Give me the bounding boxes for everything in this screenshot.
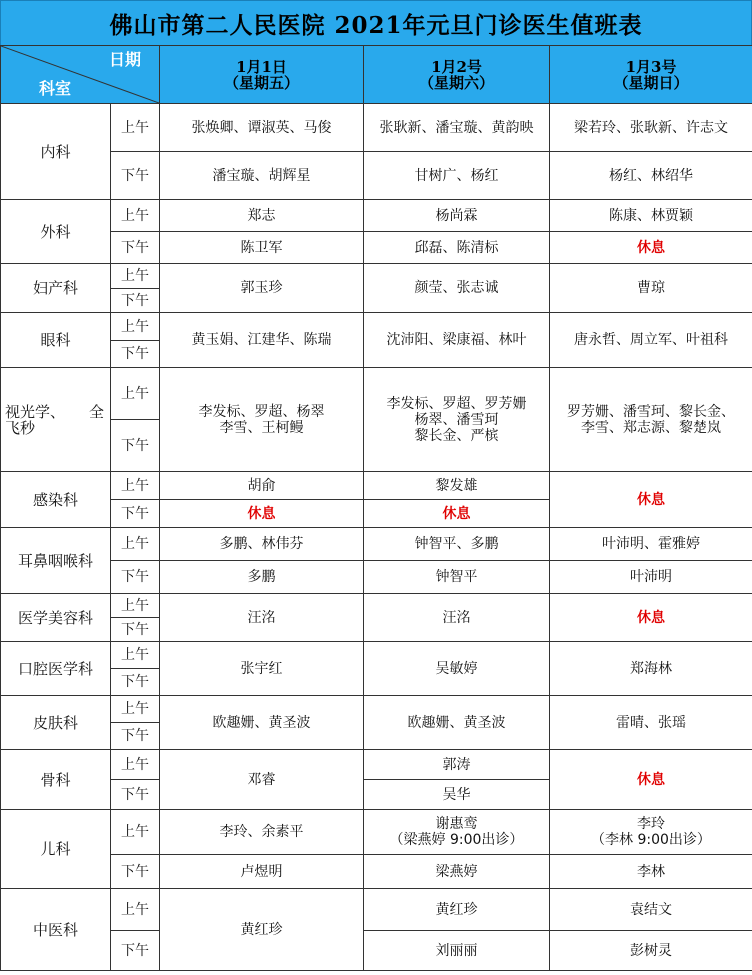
duty-cell: 叶沛明、霍雅婷 (550, 528, 752, 561)
duty-cell: 欧趣姗、黄圣波 (160, 696, 364, 750)
table-row (1, 561, 752, 594)
department-name: 医学美容科 (1, 594, 111, 642)
duty-cell: 唐永哲、周立军、叶祖科 (550, 313, 752, 368)
day-date: 1月2号 (431, 57, 482, 76)
slot-am: 上午 (111, 696, 160, 723)
header-row (1, 46, 752, 104)
slot-am: 上午 (111, 368, 160, 420)
slot-pm: 下午 (111, 931, 160, 971)
duty-cell: 胡俞 (160, 472, 364, 500)
duty-line: 杨翠、潘雪珂 (414, 411, 499, 428)
duty-line: 李雪、郑志源、黎楚岚 (581, 419, 721, 436)
duty-cell: 颜莹、张志诚 (364, 264, 550, 313)
rest-cell: 休息 (550, 232, 752, 264)
slot-am: 上午 (111, 264, 160, 289)
duty-cell: 曹琼 (550, 264, 752, 313)
duty-cell: 邓睿 (160, 750, 364, 810)
corner-header-cell (1, 46, 160, 104)
table-row (1, 264, 752, 289)
duty-cell: 袁结文 (550, 889, 752, 931)
table-row (1, 313, 752, 341)
duty-cell: 李玲、余素平 (160, 810, 364, 855)
table-row (1, 528, 752, 561)
department-name-line: 飞秒 (5, 418, 36, 437)
duty-cell (160, 368, 364, 472)
slot-am: 上午 (111, 642, 160, 669)
department-name: 中医科 (1, 889, 111, 971)
department-axis-label: 科室 (39, 79, 72, 98)
table-row (1, 368, 752, 420)
duty-cell: 黄红珍 (364, 889, 550, 931)
duty-line: 李玲 (637, 816, 665, 832)
table-row (1, 104, 752, 152)
table-row (1, 472, 752, 500)
slot-am: 上午 (111, 472, 160, 500)
table-row (1, 750, 752, 780)
duty-cell: 潘宝璇、胡辉星 (160, 152, 364, 200)
duty-line: 谢惠鸾 (435, 816, 478, 832)
department-name-line: 视光学、 (5, 402, 66, 421)
duty-cell: 梁燕婷 (364, 855, 550, 889)
duty-cell: 甘树广、杨红 (364, 152, 550, 200)
duty-cell: 李林 (550, 855, 752, 889)
department-name: 儿科 (1, 810, 111, 889)
rest-cell: 休息 (550, 594, 752, 642)
department-name: 妇产科 (1, 264, 111, 313)
table-row (1, 810, 752, 855)
day-date: 1月1日 (236, 57, 287, 76)
duty-cell: 多鹏、林伟芬 (160, 528, 364, 561)
date-axis-label: 日期 (108, 50, 141, 69)
day-header-1 (160, 46, 364, 104)
duty-line: 罗芳姗、潘雪珂、黎长金、 (567, 403, 735, 420)
duty-cell: 汪洺 (160, 594, 364, 642)
table-row (1, 855, 752, 889)
slot-am: 上午 (111, 528, 160, 561)
day-weekday: （星期五） (223, 73, 299, 92)
slot-pm: 下午 (111, 341, 160, 368)
rest-cell: 休息 (364, 500, 550, 528)
table-row (1, 152, 752, 200)
day-header-2 (364, 46, 550, 104)
slot-am: 上午 (111, 810, 160, 855)
duty-cell: 钟智平 (364, 561, 550, 594)
day-weekday: （星期日） (613, 73, 689, 92)
slot-pm: 下午 (111, 723, 160, 750)
slot-pm: 下午 (111, 152, 160, 200)
slot-am: 上午 (111, 889, 160, 931)
slot-pm: 下午 (111, 232, 160, 264)
table-row (1, 200, 752, 232)
duty-line: 李雪、王柯鳗 (219, 419, 304, 436)
duty-cell (364, 368, 550, 472)
rest-cell: 休息 (550, 750, 752, 810)
duty-note: （梁燕婷 9:00出诊） (389, 832, 524, 848)
duty-cell: 邱磊、陈清标 (364, 232, 550, 264)
duty-cell: 吴华 (364, 780, 550, 810)
department-name (1, 368, 111, 472)
duty-roster-table (0, 45, 752, 971)
department-name: 骨科 (1, 750, 111, 810)
slot-pm: 下午 (111, 618, 160, 642)
duty-cell: 郑海林 (550, 642, 752, 696)
duty-cell: 张焕卿、谭淑英、马俊 (160, 104, 364, 152)
slot-am: 上午 (111, 750, 160, 780)
duty-cell: 彭树灵 (550, 931, 752, 971)
duty-cell: 刘丽丽 (364, 931, 550, 971)
duty-cell (364, 810, 550, 855)
slot-pm: 下午 (111, 289, 160, 313)
duty-cell: 梁若玲、张耿新、许志文 (550, 104, 752, 152)
slot-am: 上午 (111, 594, 160, 618)
table-row (1, 232, 752, 264)
slot-pm: 下午 (111, 420, 160, 472)
slot-pm: 下午 (111, 500, 160, 528)
duty-line: 李发标、罗超、罗芳姗 (386, 395, 527, 412)
table-row (1, 889, 752, 931)
duty-cell (550, 810, 752, 855)
page-title: 佛山市第二人民医院 2021年元旦门诊医生值班表 (0, 0, 752, 47)
duty-cell: 钟智平、多鹏 (364, 528, 550, 561)
table-row (1, 594, 752, 618)
department-name: 皮肤科 (1, 696, 111, 750)
duty-cell: 卢煜明 (160, 855, 364, 889)
slot-pm: 下午 (111, 669, 160, 696)
table-row (1, 642, 752, 669)
duty-cell: 陈卫军 (160, 232, 364, 264)
duty-line: 黎长金、严槟 (414, 427, 499, 444)
department-name-line: 全 (89, 402, 105, 421)
duty-cell: 叶沛明 (550, 561, 752, 594)
table-row (1, 931, 752, 971)
slot-am: 上午 (111, 104, 160, 152)
duty-cell: 郭玉珍 (160, 264, 364, 313)
department-name: 感染科 (1, 472, 111, 528)
duty-cell: 张耿新、潘宝璇、黄韵映 (364, 104, 550, 152)
duty-cell: 吴敏婷 (364, 642, 550, 696)
day-weekday: （星期六） (418, 73, 494, 92)
department-name: 耳鼻咽喉科 (1, 528, 111, 594)
duty-cell: 杨尚霖 (364, 200, 550, 232)
rest-cell: 休息 (160, 500, 364, 528)
duty-cell: 杨红、林绍华 (550, 152, 752, 200)
duty-line: 李发标、罗超、杨翠 (198, 403, 325, 420)
slot-pm: 下午 (111, 780, 160, 810)
duty-note: （李林 9:00出诊） (591, 832, 711, 848)
duty-cell (550, 368, 752, 472)
slot-am: 上午 (111, 200, 160, 232)
department-name: 眼科 (1, 313, 111, 368)
day-header-3 (550, 46, 752, 104)
duty-cell: 汪洺 (364, 594, 550, 642)
duty-cell: 多鹏 (160, 561, 364, 594)
slot-am: 上午 (111, 313, 160, 341)
duty-cell: 雷晴、张瑶 (550, 696, 752, 750)
table-row (1, 696, 752, 723)
duty-cell: 欧趣姗、黄圣波 (364, 696, 550, 750)
duty-cell: 沈沛阳、梁康福、林叶 (364, 313, 550, 368)
department-name: 口腔医学科 (1, 642, 111, 696)
duty-cell: 郭涛 (364, 750, 550, 780)
rest-cell: 休息 (550, 472, 752, 528)
duty-cell: 张宇红 (160, 642, 364, 696)
slot-pm: 下午 (111, 855, 160, 889)
day-date: 1月3号 (625, 57, 677, 76)
duty-cell: 黎发雄 (364, 472, 550, 500)
duty-cell: 陈康、林贾颖 (550, 200, 752, 232)
duty-cell: 郑志 (160, 200, 364, 232)
slot-pm: 下午 (111, 561, 160, 594)
department-name: 内科 (1, 104, 111, 200)
duty-cell: 黄红珍 (160, 889, 364, 971)
duty-cell: 黄玉娟、江建华、陈瑞 (160, 313, 364, 368)
department-name: 外科 (1, 200, 111, 264)
